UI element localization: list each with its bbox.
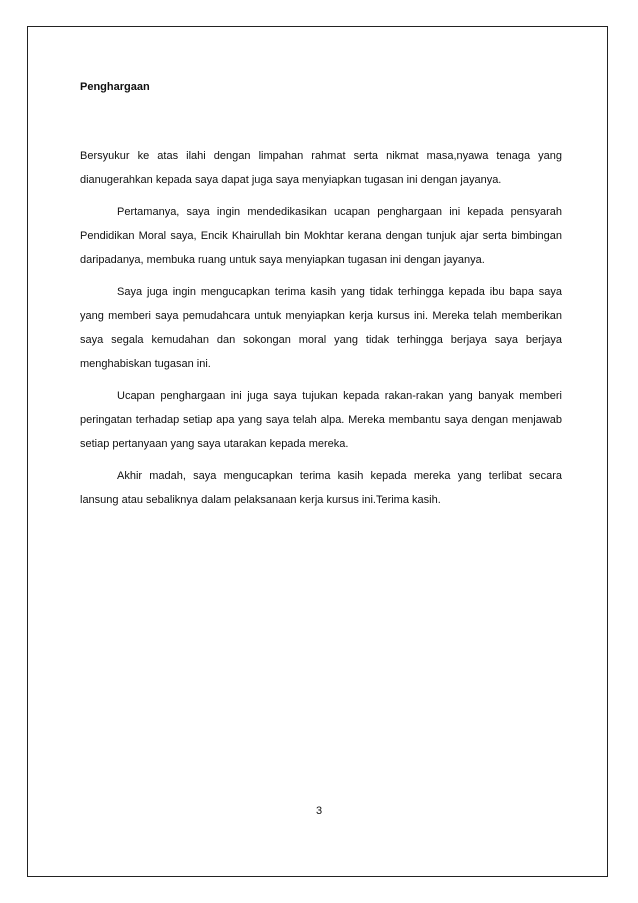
- page-number: 3: [315, 805, 323, 817]
- document-body: [80, 75, 562, 520]
- page-title: Penghargaan: [80, 81, 150, 93]
- paragraph-lecturer: Pertamanya, saya ingin mendedikasikan ucapan penghargaan ini kepada pensyarah Pendidikan Moral saya, Encik Khairullah bin Mokhtar kerana dengan tunjuk ajar serta bimbingan daripadanya, membuka ruang untuk saya menyiapkan tugasan ini dengan jayanya.: [80, 206, 562, 266]
- paragraph-parents: Saya juga ingin mengucapkan terima kasih yang tidak terhingga kepada ibu bapa saya yang memberi saya pemudahcara untuk menyiapkan kerja kursus ini. Mereka telah memberikan saya segala kemudahan dan sokongan moral yang tidak terhingga berjaya saya berjaya menghabiskan tugasan ini.: [80, 286, 562, 370]
- paragraph-intro: Bersyukur ke atas ilahi dengan limpahan rahmat serta nikmat masa,nyawa tenaga yang dianugerahkan kepada saya dapat juga saya menyiapkan tugasan ini dengan jayanya.: [80, 150, 562, 186]
- paragraph-friends: Ucapan penghargaan ini juga saya tujukan kepada rakan-rakan yang banyak memberi peringatan terhadap setiap apa yang saya telah alpa. Mereka membantu saya dengan menjawab setiap pertanyaan yang saya utarakan kepada mereka.: [80, 390, 562, 450]
- paragraph-closing: Akhir madah, saya mengucapkan terima kasih kepada mereka yang terlibat secara lansung atau sebaliknya dalam pelaksanaan kerja kursus ini.Terima kasih.: [80, 470, 562, 506]
